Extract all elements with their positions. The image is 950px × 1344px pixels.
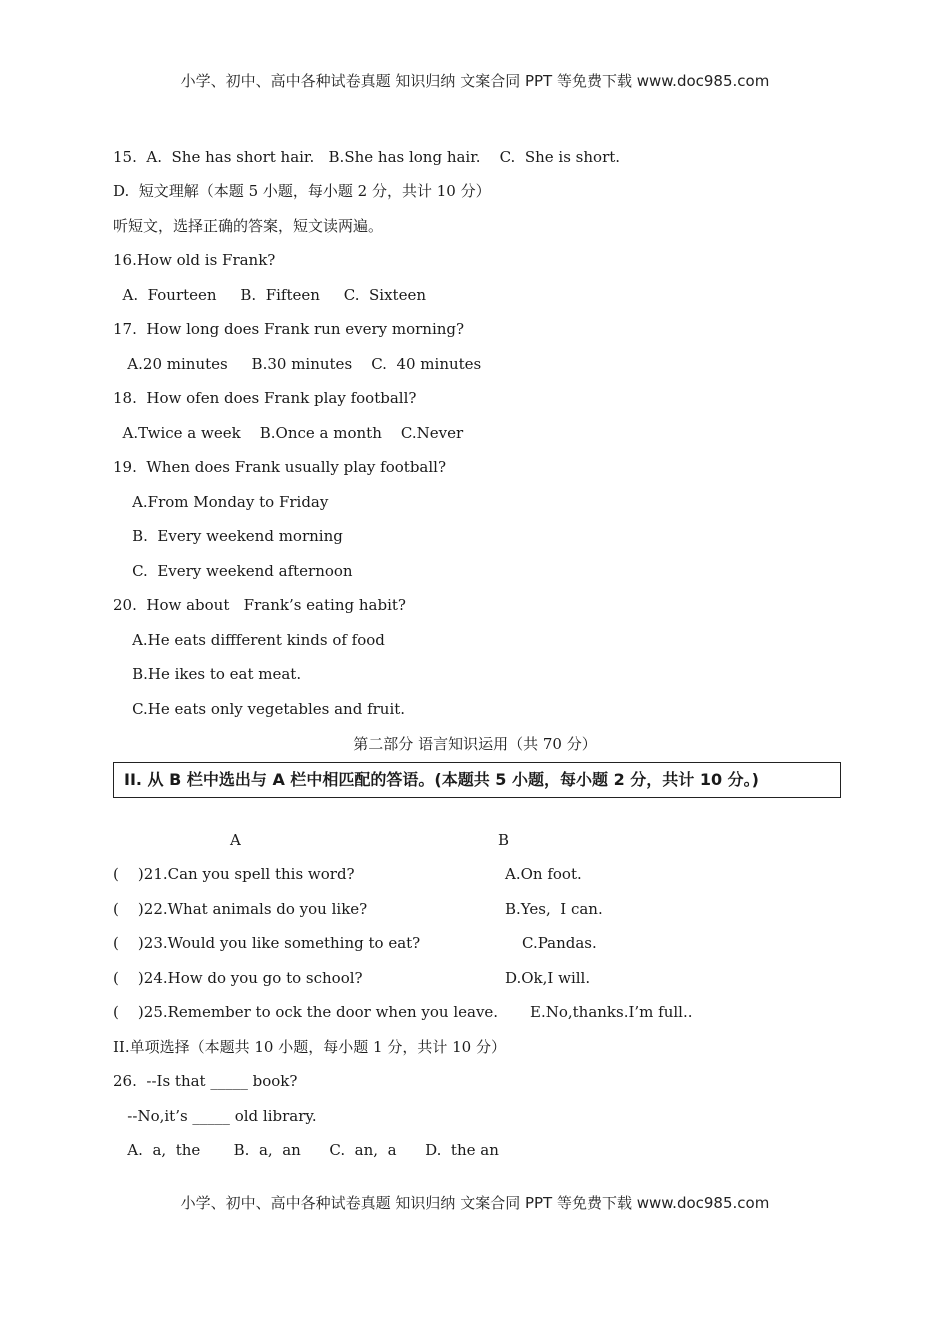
q20-question: 20. How about Frank’s eating habit? (113, 596, 406, 614)
q15-line: 15. A. She has short hair. B.She has long hair. C. She is short. (113, 148, 621, 166)
match-q24: ( )24.How do you go to school? (113, 969, 363, 987)
q16-options: A. Fourteen B. Fifteen C. Sixteen (113, 286, 426, 304)
q19-option-b: B. Every weekend morning (113, 527, 343, 545)
q20-option-c: C.He eats only vegetables and fruit. (113, 700, 406, 718)
page-footer: 小学、初中、高中各种试卷真题 知识归纳 文案合同 PPT 等免费下载 www.doc985.com (180, 1194, 770, 1212)
q20-option-b: B.He ikes to eat meat. (113, 665, 302, 683)
q19-option-c: C. Every weekend afternoon (113, 562, 353, 580)
q26-line1: 26. --Is that _____ book? (113, 1072, 298, 1090)
match-answer-c: C.Pandas. (522, 934, 597, 952)
q18-options: A.Twice a week B.Once a month C.Never (113, 424, 464, 442)
match-q25: ( )25.Remember to ock the door when you leave. (113, 1003, 499, 1021)
match-answer-a: A.On foot. (505, 865, 582, 883)
q18-question: 18. How ofen does Frank play football? (113, 389, 417, 407)
column-b-heading: B (498, 831, 510, 849)
section-d-title: D. 短文理解（本题 5 小题，每小题 2 分，共计 10 分） (113, 182, 491, 200)
matching-section-title: II. 从 B 栏中选出与 A 栏中相匹配的答语。(本题共 5 小题，每小题 2 分，共计 10 分。) (113, 762, 841, 798)
match-answer-d: D.Ok,I will. (505, 969, 591, 987)
part-two-title: 第二部分 语言知识运用（共 70 分） (353, 735, 597, 753)
match-q21: ( )21.Can you spell this word? (113, 865, 355, 883)
q19-question: 19. When does Frank usually play football? (113, 458, 446, 476)
q17-options: A.20 minutes B.30 minutes C. 40 minutes (113, 355, 482, 373)
column-a-heading: A (230, 831, 241, 849)
q26-options: A. a, the B. a, an C. an, a D. the an (113, 1141, 499, 1159)
q17-question: 17. How long does Frank run every morning? (113, 320, 465, 338)
single-choice-title: II.单项选择（本题共 10 小题，每小题 1 分，共计 10 分） (113, 1038, 506, 1056)
match-q22: ( )22.What animals do you like? (113, 900, 368, 918)
match-q23: ( )23.Would you like something to eat? (113, 934, 421, 952)
q19-option-a: A.From Monday to Friday (113, 493, 329, 511)
q16-question: 16.How old is Frank? (113, 251, 276, 269)
section-d-instruction: 听短文，选择正确的答案，短文读两遍。 (113, 217, 384, 235)
page-header: 小学、初中、高中各种试卷真题 知识归纳 文案合同 PPT 等免费下载 www.doc985.com (180, 72, 770, 90)
match-answer-e: E.No,thanks.I’m full.. (530, 1003, 693, 1021)
match-answer-b: B.Yes, I can. (505, 900, 603, 918)
q20-option-a: A.He eats diffferent kinds of food (113, 631, 385, 649)
q26-line2: --No,it’s _____ old library. (113, 1107, 317, 1125)
